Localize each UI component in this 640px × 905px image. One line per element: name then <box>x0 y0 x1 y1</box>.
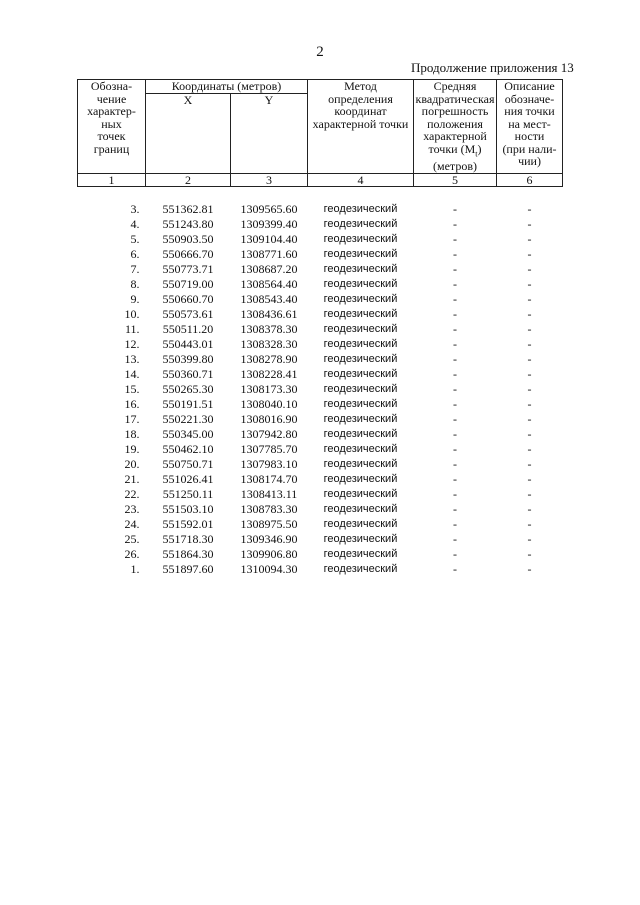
coord-y: 1308564.40 <box>240 276 298 291</box>
point-description: - <box>527 336 532 351</box>
header-error: Средняя квадратическая погрешность положения характерной точки $(M_t)$ (метров) <box>414 80 497 174</box>
table-row <box>78 322 563 337</box>
point-description: - <box>527 411 532 426</box>
coord-y: 1308328.30 <box>240 336 298 351</box>
point-description: - <box>527 486 532 501</box>
table-row <box>78 307 563 322</box>
method: геодезический <box>323 442 398 455</box>
point-number: 7. <box>130 261 140 276</box>
method: геодезический <box>323 562 398 575</box>
coord-y: 1308687.20 <box>240 261 298 276</box>
method: геодезический <box>323 322 398 335</box>
table-row <box>78 472 563 487</box>
coord-y: 1309399.40 <box>240 216 298 231</box>
point-description: - <box>527 261 532 276</box>
point-number: 24. <box>124 516 140 531</box>
method: геодезический <box>323 427 398 440</box>
method: геодезический <box>323 277 398 290</box>
point-description: - <box>527 366 532 381</box>
point-number: 10. <box>124 306 140 321</box>
point-description: - <box>527 306 532 321</box>
mean-error: - <box>453 381 457 396</box>
table-row <box>78 517 563 532</box>
col-number: 5 <box>414 173 497 186</box>
coord-x: 551026.41 <box>162 471 214 486</box>
col-number: 3 <box>231 173 308 186</box>
point-description: - <box>527 501 532 516</box>
method: геодезический <box>323 247 398 260</box>
method: геодезический <box>323 307 398 320</box>
coord-y: 1307785.70 <box>240 441 298 456</box>
method: геодезический <box>323 217 398 230</box>
method: геодезический <box>323 337 398 350</box>
point-number: 19. <box>124 441 140 456</box>
point-description: - <box>527 546 532 561</box>
coord-y: 1307983.10 <box>240 456 298 471</box>
table-body <box>78 186 563 577</box>
coord-y: 1309104.40 <box>240 231 298 246</box>
method: геодезический <box>323 487 398 500</box>
col-number: 1 <box>78 173 146 186</box>
point-description: - <box>527 561 532 576</box>
mean-error: - <box>453 486 457 501</box>
table-row <box>78 352 563 367</box>
table-row <box>78 427 563 442</box>
method: геодезический <box>323 472 398 485</box>
mean-error: - <box>453 396 457 411</box>
coord-x: 550345.00 <box>162 426 214 441</box>
point-description: - <box>527 231 532 246</box>
coord-x: 551250.11 <box>162 486 214 501</box>
point-description: - <box>527 396 532 411</box>
method: геодезический <box>323 262 398 275</box>
point-number: 13. <box>124 351 140 366</box>
coord-x: 551592.01 <box>162 516 214 531</box>
point-number: 15. <box>124 381 140 396</box>
point-number: 17. <box>124 411 140 426</box>
point-number: 1. <box>130 561 140 576</box>
point-description: - <box>527 276 532 291</box>
method: геодезический <box>323 457 398 470</box>
point-number: 11. <box>124 321 140 336</box>
table-row <box>78 397 563 412</box>
mean-error: - <box>453 216 457 231</box>
table-row <box>78 292 563 307</box>
coord-x: 550903.50 <box>162 231 214 246</box>
table-row <box>78 382 563 397</box>
coord-x: 550191.51 <box>162 396 214 411</box>
point-number: 8. <box>130 276 140 291</box>
coord-y: 1307942.80 <box>240 426 298 441</box>
point-number: 6. <box>130 246 140 261</box>
mean-error: - <box>453 201 457 216</box>
point-number: 9. <box>130 291 140 306</box>
point-number: 14. <box>124 366 140 381</box>
coord-x: 551864.30 <box>162 546 214 561</box>
coord-x: 550750.71 <box>162 456 214 471</box>
mean-error: - <box>453 531 457 546</box>
table-row <box>78 217 563 232</box>
method: геодезический <box>323 547 398 560</box>
table-row <box>78 247 563 262</box>
point-description: - <box>527 291 532 306</box>
method: геодезический <box>323 367 398 380</box>
method: геодезический <box>323 517 398 530</box>
point-number: 26. <box>124 546 140 561</box>
coord-y: 1308228.41 <box>240 366 298 381</box>
table-row <box>78 487 563 502</box>
coord-x: 550719.00 <box>162 276 214 291</box>
coord-y: 1309565.60 <box>240 201 298 216</box>
table-row <box>78 547 563 562</box>
mean-error: - <box>453 261 457 276</box>
column-numbers-row <box>78 173 563 186</box>
page-number: 2 <box>316 44 324 60</box>
point-number: 12. <box>124 336 140 351</box>
point-description: - <box>527 516 532 531</box>
header-coordinates: Координаты (метров) <box>146 80 308 94</box>
point-number: 5. <box>130 231 140 246</box>
coord-x: 550573.61 <box>162 306 214 321</box>
point-number: 25. <box>124 531 140 546</box>
table-row <box>78 262 563 277</box>
coord-y: 1308975.50 <box>240 516 298 531</box>
mean-error: - <box>453 471 457 486</box>
col-number: 6 <box>497 173 563 186</box>
table-row <box>78 232 563 247</box>
table-row <box>78 412 563 427</box>
mean-error: - <box>453 276 457 291</box>
coord-x: 550511.20 <box>162 321 214 336</box>
mean-error: - <box>453 456 457 471</box>
point-description: - <box>527 531 532 546</box>
method: геодезический <box>323 412 398 425</box>
point-number: 20. <box>124 456 140 471</box>
method: геодезический <box>323 502 398 515</box>
mean-error: - <box>453 321 457 336</box>
continuation-label: Продолжение приложения 13 <box>411 60 574 75</box>
method: геодезический <box>323 397 398 410</box>
coord-x: 550660.70 <box>162 291 214 306</box>
point-number: 4. <box>130 216 140 231</box>
mean-error: - <box>453 351 457 366</box>
coord-x: 551503.10 <box>162 501 214 516</box>
coord-y: 1308016.90 <box>240 411 298 426</box>
coord-x: 550666.70 <box>162 246 214 261</box>
table-row <box>78 202 563 217</box>
coord-y: 1308436.61 <box>240 306 298 321</box>
header-method: Метод определения координат характерной точки <box>308 80 414 174</box>
header-y: Y <box>231 94 308 174</box>
coord-y: 1308783.30 <box>240 501 298 516</box>
coord-x: 550462.10 <box>162 441 214 456</box>
coord-y: 1309906.80 <box>240 546 298 561</box>
table-row <box>78 532 563 547</box>
mean-error: - <box>453 306 457 321</box>
method: геодезический <box>323 292 398 305</box>
mean-error: - <box>453 516 457 531</box>
col-number: 2 <box>146 173 231 186</box>
coord-y: 1308278.90 <box>240 351 298 366</box>
mean-error: - <box>453 366 457 381</box>
point-number: 21. <box>124 471 140 486</box>
coord-x: 550443.01 <box>162 336 214 351</box>
coord-x: 551243.80 <box>162 216 214 231</box>
header-description: Описание обозначе- ния точки на мест- ности (при нали- чии) <box>497 80 563 174</box>
mean-error: - <box>453 441 457 456</box>
point-number: 23. <box>124 501 140 516</box>
point-number: 3. <box>130 201 140 216</box>
point-description: - <box>527 216 532 231</box>
point-description: - <box>527 456 532 471</box>
method: геодезический <box>323 352 398 365</box>
point-number: 16. <box>124 396 140 411</box>
header-designation: Обозна- чение характер- ных точек границ <box>78 80 146 174</box>
point-description: - <box>527 381 532 396</box>
coord-x: 550773.71 <box>162 261 214 276</box>
mean-error: - <box>453 426 457 441</box>
coord-y: 1308040.10 <box>240 396 298 411</box>
table-row <box>78 502 563 517</box>
coord-y: 1308174.70 <box>240 471 298 486</box>
method: геодезический <box>323 202 398 215</box>
mean-error: - <box>453 291 457 306</box>
coord-y: 1308378.30 <box>240 321 298 336</box>
col-number: 4 <box>308 173 414 186</box>
coord-y: 1309346.90 <box>240 531 298 546</box>
coord-y: 1308173.30 <box>240 381 298 396</box>
mean-error: - <box>453 546 457 561</box>
table-row <box>78 442 563 457</box>
table-row <box>78 457 563 472</box>
method: геодезический <box>323 382 398 395</box>
mean-error: - <box>453 501 457 516</box>
mean-error: - <box>453 411 457 426</box>
coord-x: 550221.30 <box>162 411 214 426</box>
point-description: - <box>527 471 532 486</box>
coord-y: 1308771.60 <box>240 246 298 261</box>
coord-x: 550265.30 <box>162 381 214 396</box>
coordinates-table <box>77 79 563 577</box>
method: геодезический <box>323 532 398 545</box>
mean-error: - <box>453 231 457 246</box>
table-row <box>78 277 563 292</box>
table-row <box>78 562 563 577</box>
coord-x: 551718.30 <box>162 531 214 546</box>
coord-x: 550399.80 <box>162 351 214 366</box>
coord-y: 1308543.40 <box>240 291 298 306</box>
table-row <box>78 337 563 352</box>
coord-x: 551897.60 <box>162 561 214 576</box>
coord-y: 1308413.11 <box>240 486 298 501</box>
mean-error: - <box>453 336 457 351</box>
point-description: - <box>527 426 532 441</box>
mean-error: - <box>453 561 457 576</box>
table-row <box>78 367 563 382</box>
coord-y: 1310094.30 <box>240 561 298 576</box>
method: геодезический <box>323 232 398 245</box>
header-x: X <box>146 94 231 174</box>
point-number: 22. <box>124 486 140 501</box>
point-description: - <box>527 441 532 456</box>
point-description: - <box>527 246 532 261</box>
mean-error: - <box>453 246 457 261</box>
coord-x: 551362.81 <box>162 201 214 216</box>
point-description: - <box>527 351 532 366</box>
point-number: 18. <box>124 426 140 441</box>
point-description: - <box>527 321 532 336</box>
coord-x: 550360.71 <box>162 366 214 381</box>
point-description: - <box>527 201 532 216</box>
